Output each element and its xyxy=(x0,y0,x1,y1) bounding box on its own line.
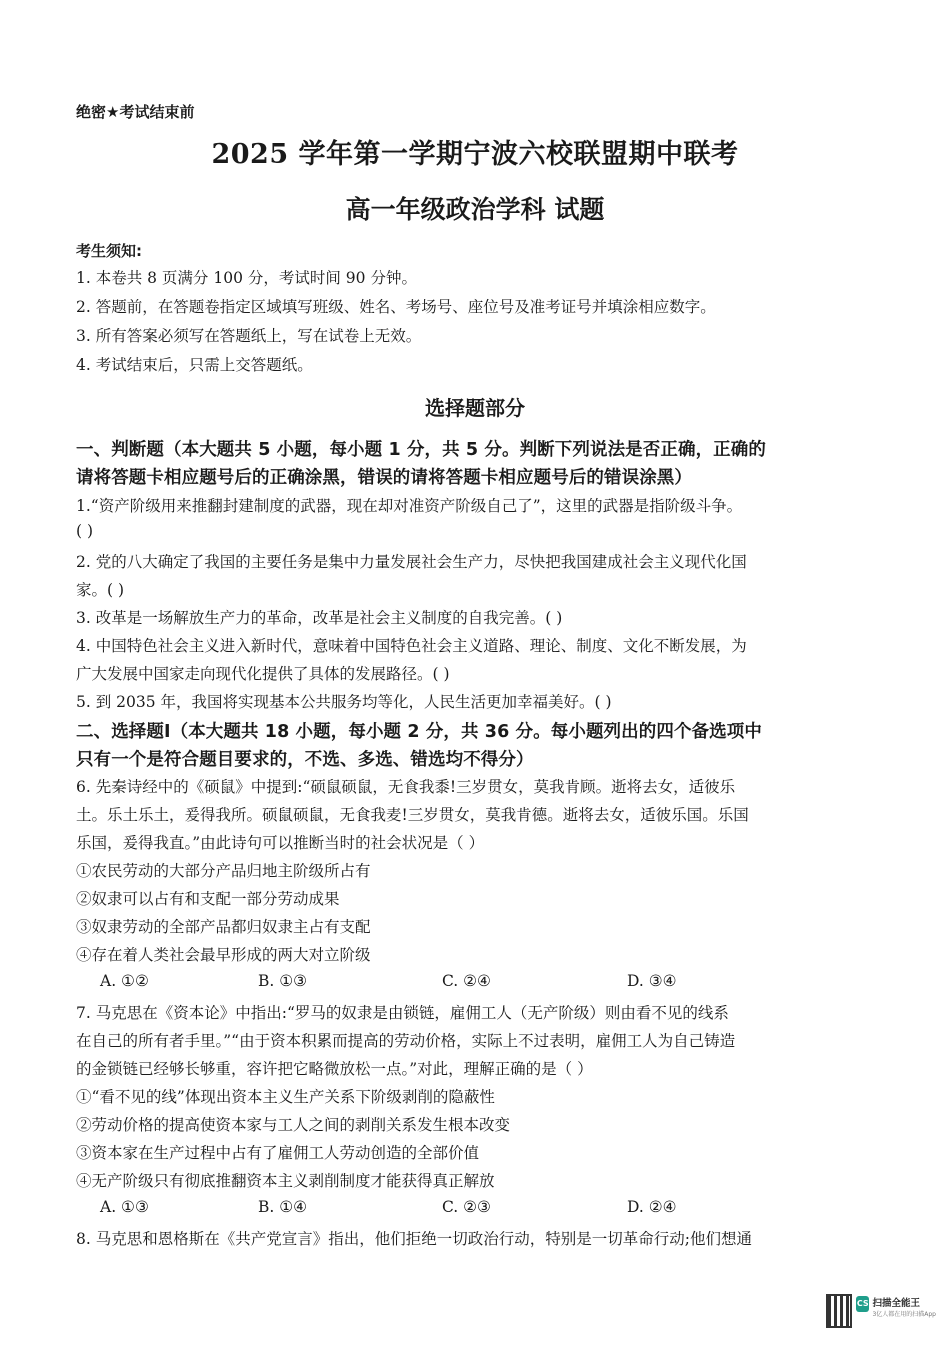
question-2-line: 2. 党的八大确定了我国的主要任务是集中力量发展社会生产力，尽快把我国建成社会主义现代化国 xyxy=(76,553,747,571)
camscanner-logo-icon: CS xyxy=(856,1296,869,1312)
option-d: D. ③④ xyxy=(627,972,677,990)
question-6-stem: 6. 先秦诗经中的《硕鼠》中提到:“硕鼠硕鼠，无食我黍!三岁贯女，莫我肯顾。逝将去女，适彼乐 xyxy=(76,778,736,796)
part1-heading: 一、判断题（本大题共 5 小题，每小题 1 分，共 5 分。判断下列说法是否正确，正确的 xyxy=(76,440,766,460)
question-6-stem: 乐国，爰得我直。”由此诗句可以推断当时的社会状况是（ ） xyxy=(76,834,485,852)
question-7-statement: ①“看不见的线”体现出资本主义生产关系下阶级剥削的隐蔽性 xyxy=(76,1088,495,1106)
question-1-line: 1.“资产阶级用来推翻封建制度的武器，现在却对准资产阶级自己了”，这里的武器是指阶级斗争。 xyxy=(76,497,743,515)
question-1-line: ( ) xyxy=(76,522,94,540)
scanner-text xyxy=(872,1295,936,1318)
question-5-line: 5. 到 2035 年，我国将实现基本公共服务均等化，人民生活更加幸福美好。( ) xyxy=(76,693,612,711)
question-6-statement: ③奴隶劳动的全部产品都归奴隶主占有支配 xyxy=(76,918,371,936)
part1-heading: 请将答题卡相应题号后的正确涂黑，错误的请将答题卡相应题号后的错误涂黑） xyxy=(76,468,692,488)
question-6-statement: ①农民劳动的大部分产品归地主阶级所占有 xyxy=(76,862,371,880)
question-7-stem: 的金锁链已经够长够重，容许把它略微放松一点。”对此，理解正确的是（ ） xyxy=(76,1060,593,1078)
question-4-line: 4. 中国特色社会主义进入新时代，意味着中国特色社会主义道路、理论、制度、文化不断发展，为 xyxy=(76,637,747,655)
option-a: A. ①③ xyxy=(100,1198,149,1216)
question-7-stem: 在自己的所有者手里。”“由于资本积累而提高的劳动价格，实际上不过表明，雇佣工人为自己铸造 xyxy=(76,1032,736,1050)
question-7-stem: 7. 马克思在《资本论》中指出:“罗马的奴隶是由锁链，雇佣工人（无产阶级）则由看不见的线系 xyxy=(76,1004,729,1022)
exam-subtitle: 高一年级政治学科 试题 xyxy=(345,195,605,224)
notice-item: 1. 本卷共 8 页满分 100 分，考试时间 90 分钟。 xyxy=(76,269,417,287)
scanner-tagline: 3亿人都在用的扫描App xyxy=(872,1311,936,1318)
question-8-stem: 8. 马克思和恩格斯在《共产党宣言》指出，他们拒绝一切政治行动，特别是一切革命行动;他们想通 xyxy=(76,1230,752,1248)
scanner-watermark xyxy=(826,1290,936,1334)
question-7-statement: ③资本家在生产过程中占有了雇佣工人劳动创造的全部价值 xyxy=(76,1144,480,1162)
scanner-name: 扫描全能王 xyxy=(872,1298,920,1309)
question-7-statement: ②劳动价格的提高使资本家与工人之间的剥削关系发生根本改变 xyxy=(76,1116,511,1134)
notice-item: 3. 所有答案必须写在答题纸上，写在试卷上无效。 xyxy=(76,327,422,345)
question-4-line: 广大发展中国家走向现代化提供了具体的发展路径。( ) xyxy=(76,665,450,683)
option-d: D. ②④ xyxy=(627,1198,677,1216)
part2-heading: 只有一个是符合题目要求的，不选、多选、错选均不得分） xyxy=(76,750,534,770)
option-b: B. ①④ xyxy=(258,1198,308,1216)
question-6-statement: ②奴隶可以占有和支配一部分劳动成果 xyxy=(76,890,340,908)
option-a: A. ①② xyxy=(100,972,149,990)
confidential-label: 绝密★考试结束前 xyxy=(76,103,195,121)
question-6-statement: ④存在着人类社会最早形成的两大对立阶级 xyxy=(76,946,371,964)
question-7-statement: ④无产阶级只有彻底推翻资本主义剥削制度才能获得真正解放 xyxy=(76,1172,495,1190)
option-b: B. ①③ xyxy=(258,972,308,990)
qr-code-icon xyxy=(826,1294,852,1328)
option-c: C. ②④ xyxy=(442,972,491,990)
notice-item: 4. 考试结束后，只需上交答题纸。 xyxy=(76,356,313,374)
question-6-stem: 土。乐土乐土，爰得我所。硕鼠硕鼠，无食我麦!三岁贯女，莫我肯德。逝将去女，适彼乐国。乐国 xyxy=(76,806,749,824)
part2-heading: 二、选择题Ⅰ（本大题共 18 小题，每小题 2 分，共 36 分。每小题列出的四个备选项中 xyxy=(76,722,762,742)
option-c: C. ②③ xyxy=(442,1198,491,1216)
notice-heading: 考生须知: xyxy=(76,242,142,260)
question-2-line: 家。( ) xyxy=(76,581,125,599)
exam-title: 2025 学年第一学期宁波六校联盟期中联考 xyxy=(211,139,739,170)
section-title: 选择题部分 xyxy=(425,396,525,420)
question-3-line: 3. 改革是一场解放生产力的革命，改革是社会主义制度的自我完善。( ) xyxy=(76,609,563,627)
notice-item: 2. 答题前，在答题卷指定区域填写班级、姓名、考场号、座位号及准考证号并填涂相应数字。 xyxy=(76,298,716,316)
